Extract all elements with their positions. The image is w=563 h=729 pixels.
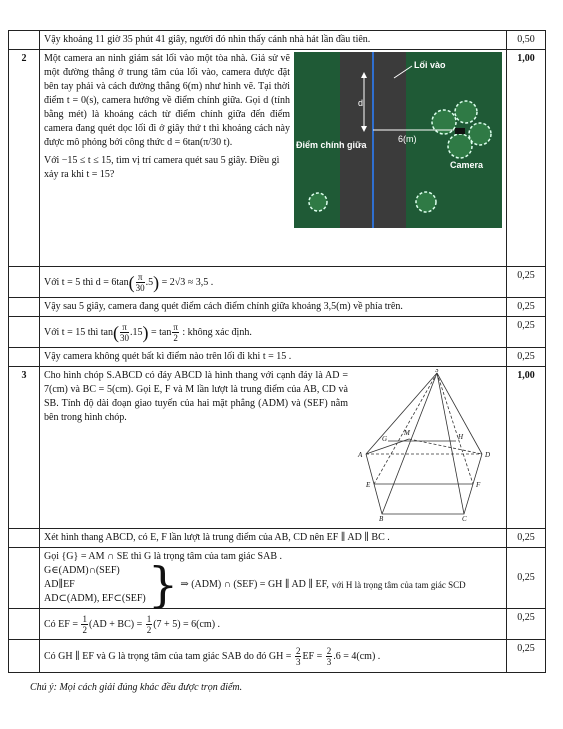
row-text: Xét hình thang ABCD, có E, F lần lượt là trung điểm của AB, CD nên EF ∥ AD ∥ BC . (40, 529, 507, 548)
question-points: 1,00 (507, 367, 546, 529)
row-points: 0,25 (507, 267, 546, 298)
row-points: 0,25 (507, 317, 546, 348)
table-row: Với t = 5 thì d = 6tan( $\frac{\pi}{30}$ .5) = 2√3 ≈ 3,5 . 0,25 (9, 267, 546, 298)
question-text: Cho hình chóp S.ABCD có đáy ABCD là hình thang với cạnh đáy là AD = 7(cm) và BC = 5(cm). Gọi E, F và M lần lượt là trung điểm của AB, CD và SB. Tính độ dài đoạn giao tuyến của hai mặt phẳng (ADM) và (SEF) nằm bên trong hình chóp. (44, 370, 348, 423)
row-text: Vậy camera không quét bất kì điểm nào trên lối đi khi t = 15 . (40, 348, 507, 367)
question-text: Một camera an ninh giám sát lối vào một tòa nhà. Giả sử vẽ một đường thẳng ở trung tâm của lối vào, camera được đặt bên tay phải và cách đường thẳng 6(m) như hình vẽ. Tại thời điểm t = 0(s), camera hướng về điểm chính giữa. Gọi d (tính bằng mét) là khoảng cách từ điểm chính giữa đến điểm camera đang quét dọc lối đi ở giây thứ t thì khoảng cách này được mô phỏng bởi công thức d = 6tan(π/30 t). (44, 53, 290, 148)
row-text: Vậy khoảng 11 giờ 35 phút 41 giây, người đó nhìn thấy cánh nhà hát lần đầu tiên. (40, 31, 507, 50)
label-E: E (366, 481, 371, 489)
label-loi-vao: Lối vào (414, 60, 446, 70)
table-row (9, 348, 546, 367)
row-points: 0,25 (507, 640, 546, 673)
footnote: Chú ý: Mọi cách giải đúng khác đều được trọn điểm. (30, 682, 243, 693)
label-D: D (485, 451, 491, 459)
question-2-row (9, 50, 546, 267)
row-points: 0,25 (507, 298, 546, 317)
question-3-row (9, 367, 546, 529)
label-6m: 6(m) (398, 134, 417, 144)
label-S: S (435, 369, 439, 374)
table-row: Có EF = $\frac{1}{2}$ (AD + BC) = $\frac{1}{2}$ (7 + 5) = 6(cm) . 0,25 (9, 609, 546, 640)
question-subtext: Với −15 ≤ t ≤ 15, tìm vị trí camera quét sau 5 giây. Điều gì xảy ra khi t = 15? (44, 155, 280, 180)
question-number: 2 (9, 50, 40, 267)
label-d: d (358, 98, 364, 108)
camera-figure (294, 52, 502, 233)
table-row: Gọi {G} = AM ∩ SE thì G là trọng tâm của tam giác SAB . G∈(ADM)∩(SEF) AD∥EF AD⊂(ADM), EF⊂(SEF) } ⇒ (ADM) ∩ (SEF) = GH ∥ AD ∥ EF, với H là trọng tâm của tam giác SCD 0,25 (9, 548, 546, 609)
table-row: Với t = 15 thì tan( $\frac{\pi}{30}$ .15) = tan $\frac{\pi}{2}$ : không xác định. 0,25 (9, 317, 546, 348)
row-points: 0,25 (507, 609, 546, 640)
row-points: 0,25 (507, 548, 546, 609)
label-B: B (379, 515, 384, 521)
label-G: G (382, 435, 388, 443)
row-points: 0,25 (507, 348, 546, 367)
label-camera: Camera (450, 160, 484, 170)
table-row: Có GH ∥ EF và G là trọng tâm của tam giác SAB do đó GH = $\frac{2}{3}$ EF = $\frac{2}{3}$ .6 = 4(cm) . 0,25 (9, 640, 546, 673)
label-M: M (404, 429, 410, 437)
pyramid-figure (352, 369, 502, 526)
label-C: C (462, 515, 467, 521)
table-row (9, 31, 546, 50)
label-center: Điểm chính giữa (296, 140, 367, 150)
table-row (9, 298, 546, 317)
table-row (9, 529, 546, 548)
row-text: Vậy sau 5 giây, camera đang quét điểm cách điểm chính giữa khoảng 3,5(m) về phía trên. (40, 298, 507, 317)
label-F: F (476, 481, 481, 489)
answer-table (8, 30, 546, 673)
row-points: 0,50 (507, 31, 546, 50)
row-points: 0,25 (507, 529, 546, 548)
question-points: 1,00 (507, 50, 546, 267)
label-A: A (358, 451, 363, 459)
question-number: 3 (9, 367, 40, 529)
label-H: H (458, 433, 464, 441)
